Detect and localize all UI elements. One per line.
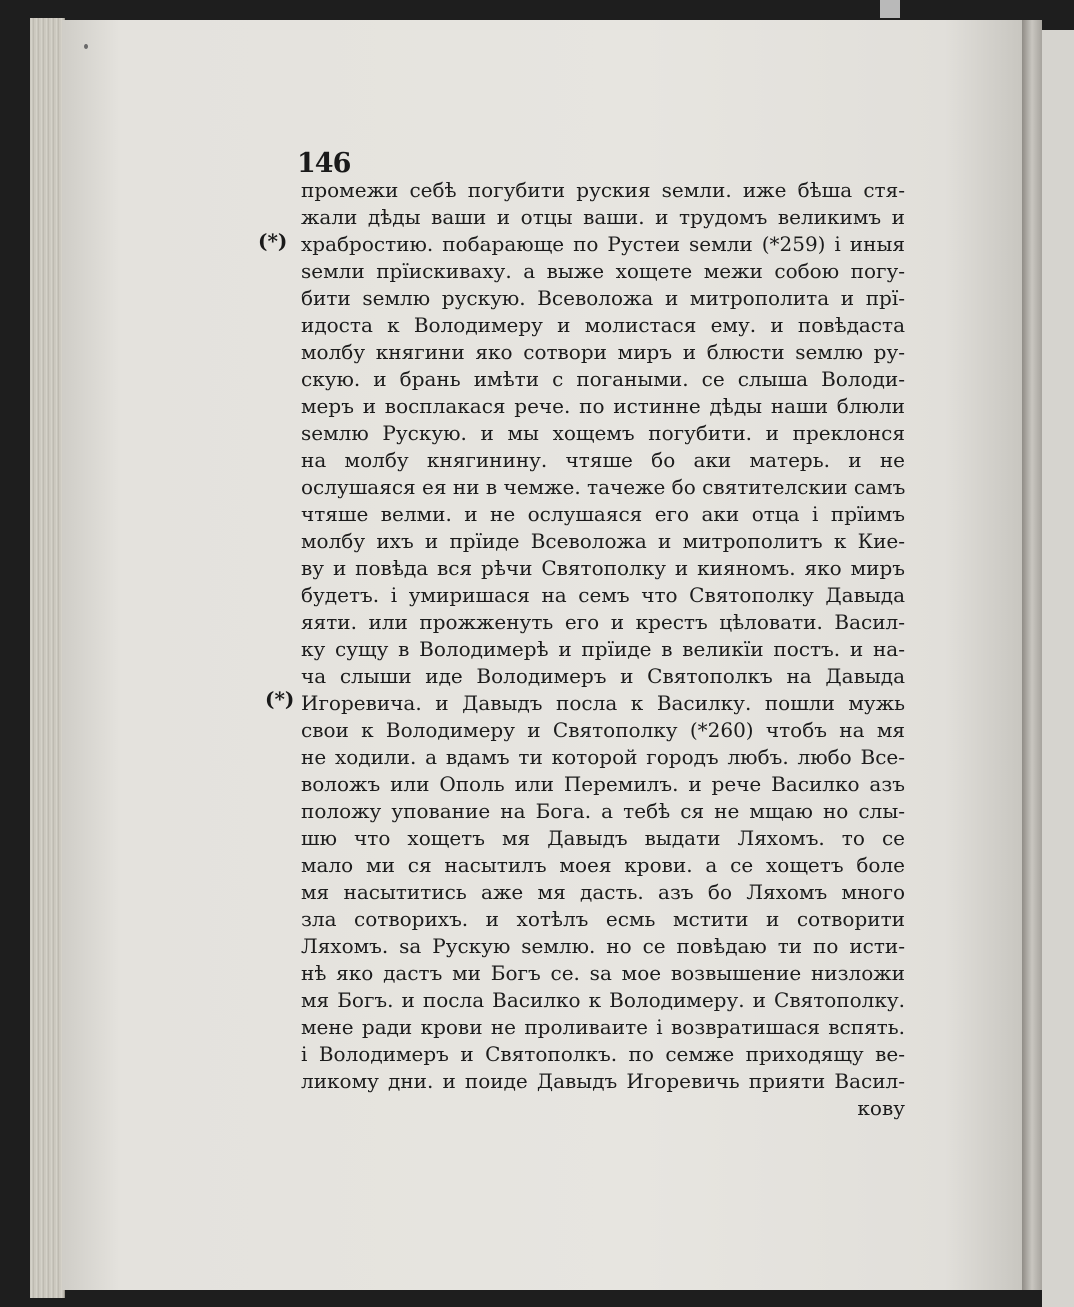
text-line: ѕемли прїискиваху. а выже хощете межи собою погу- xyxy=(301,259,905,283)
margin-note-asterisk: (*) xyxy=(265,687,295,711)
right-page-gutter xyxy=(1022,20,1042,1290)
text-line: промежи себѣ погубити руския ѕемли. иже бѣша стя- xyxy=(301,178,905,202)
text-line: мене ради крови не проливаите і возвратишася вспять. xyxy=(301,1015,905,1039)
text-line: жали дѣды ваши и отцы ваши. и трудомъ великимъ и xyxy=(301,205,905,229)
text-line: ѕемлю Рускую. и мы хощемъ погубити. и преклонся xyxy=(301,421,905,445)
text-line: бити ѕемлю рускую. Всеволожа и митрополита и прї- xyxy=(301,286,905,310)
text-line: Игоревича. и Давыдъ посла к Василку. пошли мужь xyxy=(301,691,905,715)
text-line: ликому дни. и поиде Давыдъ Игоревичь прияти Васил- xyxy=(301,1069,905,1093)
text-line: нѣ яко дастъ ми Богъ се. ѕа мое возвышение низложи xyxy=(301,961,905,985)
text-line: воложъ или Ополь или Перемилъ. и рече Василко азъ xyxy=(301,772,905,796)
text-line: мя насытитись аже мя дасть. азъ бо Ляхомъ много xyxy=(301,880,905,904)
margin-note-asterisk: (*) xyxy=(258,229,288,253)
text-line: меръ и восплакася рече. по истинне дѣды наши блюли xyxy=(301,394,905,418)
text-line: чтяше велми. и не ослушаяся его аки отца і прїимъ xyxy=(301,502,905,526)
scanner-clip xyxy=(880,0,900,18)
text-line: будетъ. і умиришася на семъ что Святополку Давыда xyxy=(301,583,905,607)
text-line: положу упование на Бога. а тебѣ ся не мщаю но слы- xyxy=(301,799,905,823)
text-line: мало ми ся насытилъ моея крови. а се хощетъ боле xyxy=(301,853,905,877)
text-line: свои к Володимеру и Святополку (*260) чтобъ на мя xyxy=(301,718,905,742)
text-line: скую. и брань имѣти с погаными. се слыша Володи- xyxy=(301,367,905,391)
text-line: на молбу княгинину. чтяше бо аки матерь. и не xyxy=(301,448,905,472)
text-line: зла сотворихъ. и хотѣлъ есмь мстити и сотворити xyxy=(301,907,905,931)
text-line: ослушаяся ея ни в чемже. тачеже бо святителскии самъ xyxy=(301,475,905,499)
text-line: ву и повѣда вся рѣчи Святополку и кияномъ. яко миръ xyxy=(301,556,905,580)
book-page-edges xyxy=(30,18,65,1298)
page-number: 146 xyxy=(297,148,351,179)
facing-page-edge xyxy=(1042,30,1074,1307)
text-line: ку сущу в Володимерѣ и прїиде в великїи постъ. и на- xyxy=(301,637,905,661)
text-line: Ляхомъ. ѕа Рускую ѕемлю. но се повѣдаю ти по исти- xyxy=(301,934,905,958)
text-line: храбростию. побарающе по Рустеи ѕемли (*259) і иныя xyxy=(301,232,905,256)
text-line: шю что хощетъ мя Давыдъ выдати Ляхомъ. то се xyxy=(301,826,905,850)
text-line: молбу княгини яко сотвори миръ и блюсти ѕемлю ру- xyxy=(301,340,905,364)
text-line: ча слыши иде Володимеръ и Святополкъ на Давыда xyxy=(301,664,905,688)
page-speck xyxy=(84,44,88,49)
text-line: идоста к Володимеру и молистася ему. и повѣдаста xyxy=(301,313,905,337)
text-line: молбу ихъ и прїиде Всеволожа и митрополитъ к Кие- xyxy=(301,529,905,553)
text-line: і Володимеръ и Святополкъ. по семже приходящу ве- xyxy=(301,1042,905,1066)
catchword: кову xyxy=(857,1096,905,1120)
body-text xyxy=(301,177,905,1122)
text-line: не ходили. а вдамъ ти которой городъ любъ. любо Все- xyxy=(301,745,905,769)
text-line: яяти. или прожженуть его и крестъ цѣловати. Васил- xyxy=(301,610,905,634)
text-line: мя Богъ. и посла Василко к Володимеру. и Святополку. xyxy=(301,988,905,1012)
